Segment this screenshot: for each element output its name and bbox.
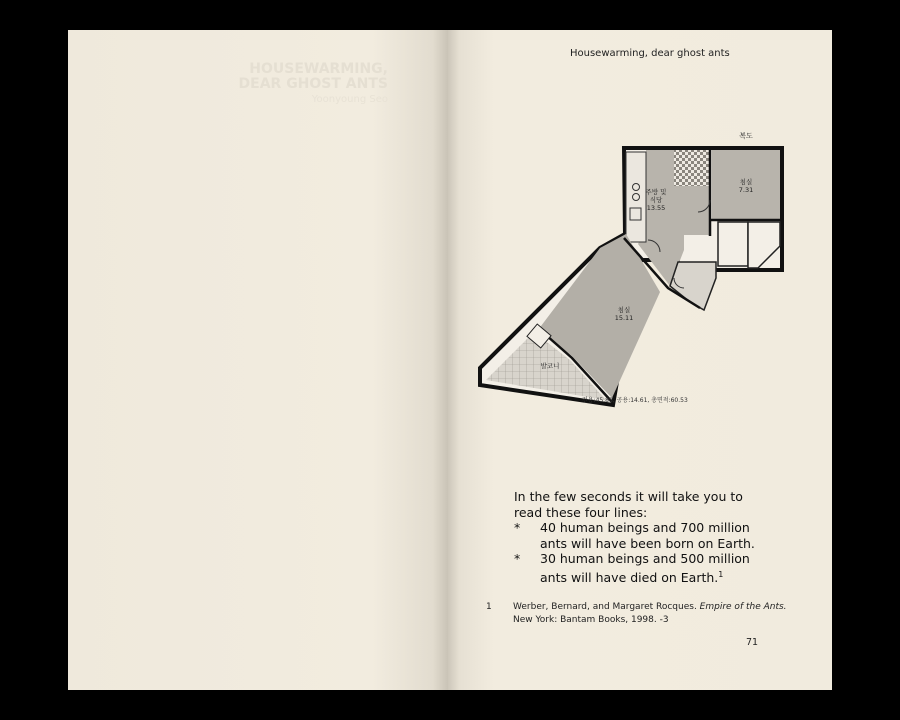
- quote-list-item: [514, 520, 794, 551]
- balcony-label: 발코니: [540, 362, 560, 370]
- footnote-marker: 1: [718, 569, 724, 579]
- small-room-area-value: 7.31: [738, 186, 754, 194]
- kitchen-checker-floor: [674, 150, 710, 186]
- closet: [718, 222, 748, 266]
- kitchen-label-line2: 식당: [649, 196, 663, 204]
- quote-item-line: ants will have died on Earth.: [540, 569, 719, 585]
- page-number: 71: [746, 637, 759, 648]
- quote-item-line: ants will have been born on Earth.: [540, 535, 755, 551]
- quote-intro-line: In the few seconds it will take you to: [514, 489, 743, 504]
- footnote-publisher: New York: Bantam Books, 1998. -3: [513, 615, 669, 625]
- footnote-number: 1: [486, 602, 492, 612]
- bedroom-label: 침실: [617, 306, 631, 314]
- kitchen-label-line1: 주방 및: [645, 188, 667, 196]
- floor-plan-diagram: [478, 132, 788, 410]
- running-head: Housewarming, dear ghost ants: [570, 48, 730, 59]
- quote-item-line: 30 human beings and 500 million: [540, 551, 750, 566]
- faded-title-line: HOUSEWARMING,: [249, 61, 388, 77]
- quote-item-line: 40 human beings and 700 million: [540, 520, 750, 535]
- quote-list-item: [514, 551, 794, 585]
- footnote-citation: Werber, Bernard, and Margaret Rocques.: [513, 602, 700, 612]
- bedroom-area-value: 15.11: [614, 314, 634, 322]
- small-room-label: 침실: [739, 178, 753, 186]
- left-page: [68, 30, 448, 690]
- corridor-label: 복도: [739, 132, 753, 140]
- quote-intro-line: read these four lines:: [514, 504, 648, 520]
- asterisk-bullet: *: [514, 520, 521, 535]
- faded-show-through-title: [239, 62, 388, 107]
- asterisk-bullet: *: [514, 551, 521, 566]
- floor-plan-caption: 전용:45.88, 공용:14.61, 총면적:60.53: [582, 397, 688, 404]
- faded-title-line: DEAR GHOST ANTS: [238, 76, 388, 92]
- kitchen-counter: [626, 152, 646, 242]
- kitchen-area-value: 13.55: [646, 204, 666, 212]
- faded-author: Yoonyoung Seo: [311, 94, 388, 105]
- ant-quote: [514, 489, 794, 585]
- footnote-book-title: Empire of the Ants.: [699, 602, 787, 612]
